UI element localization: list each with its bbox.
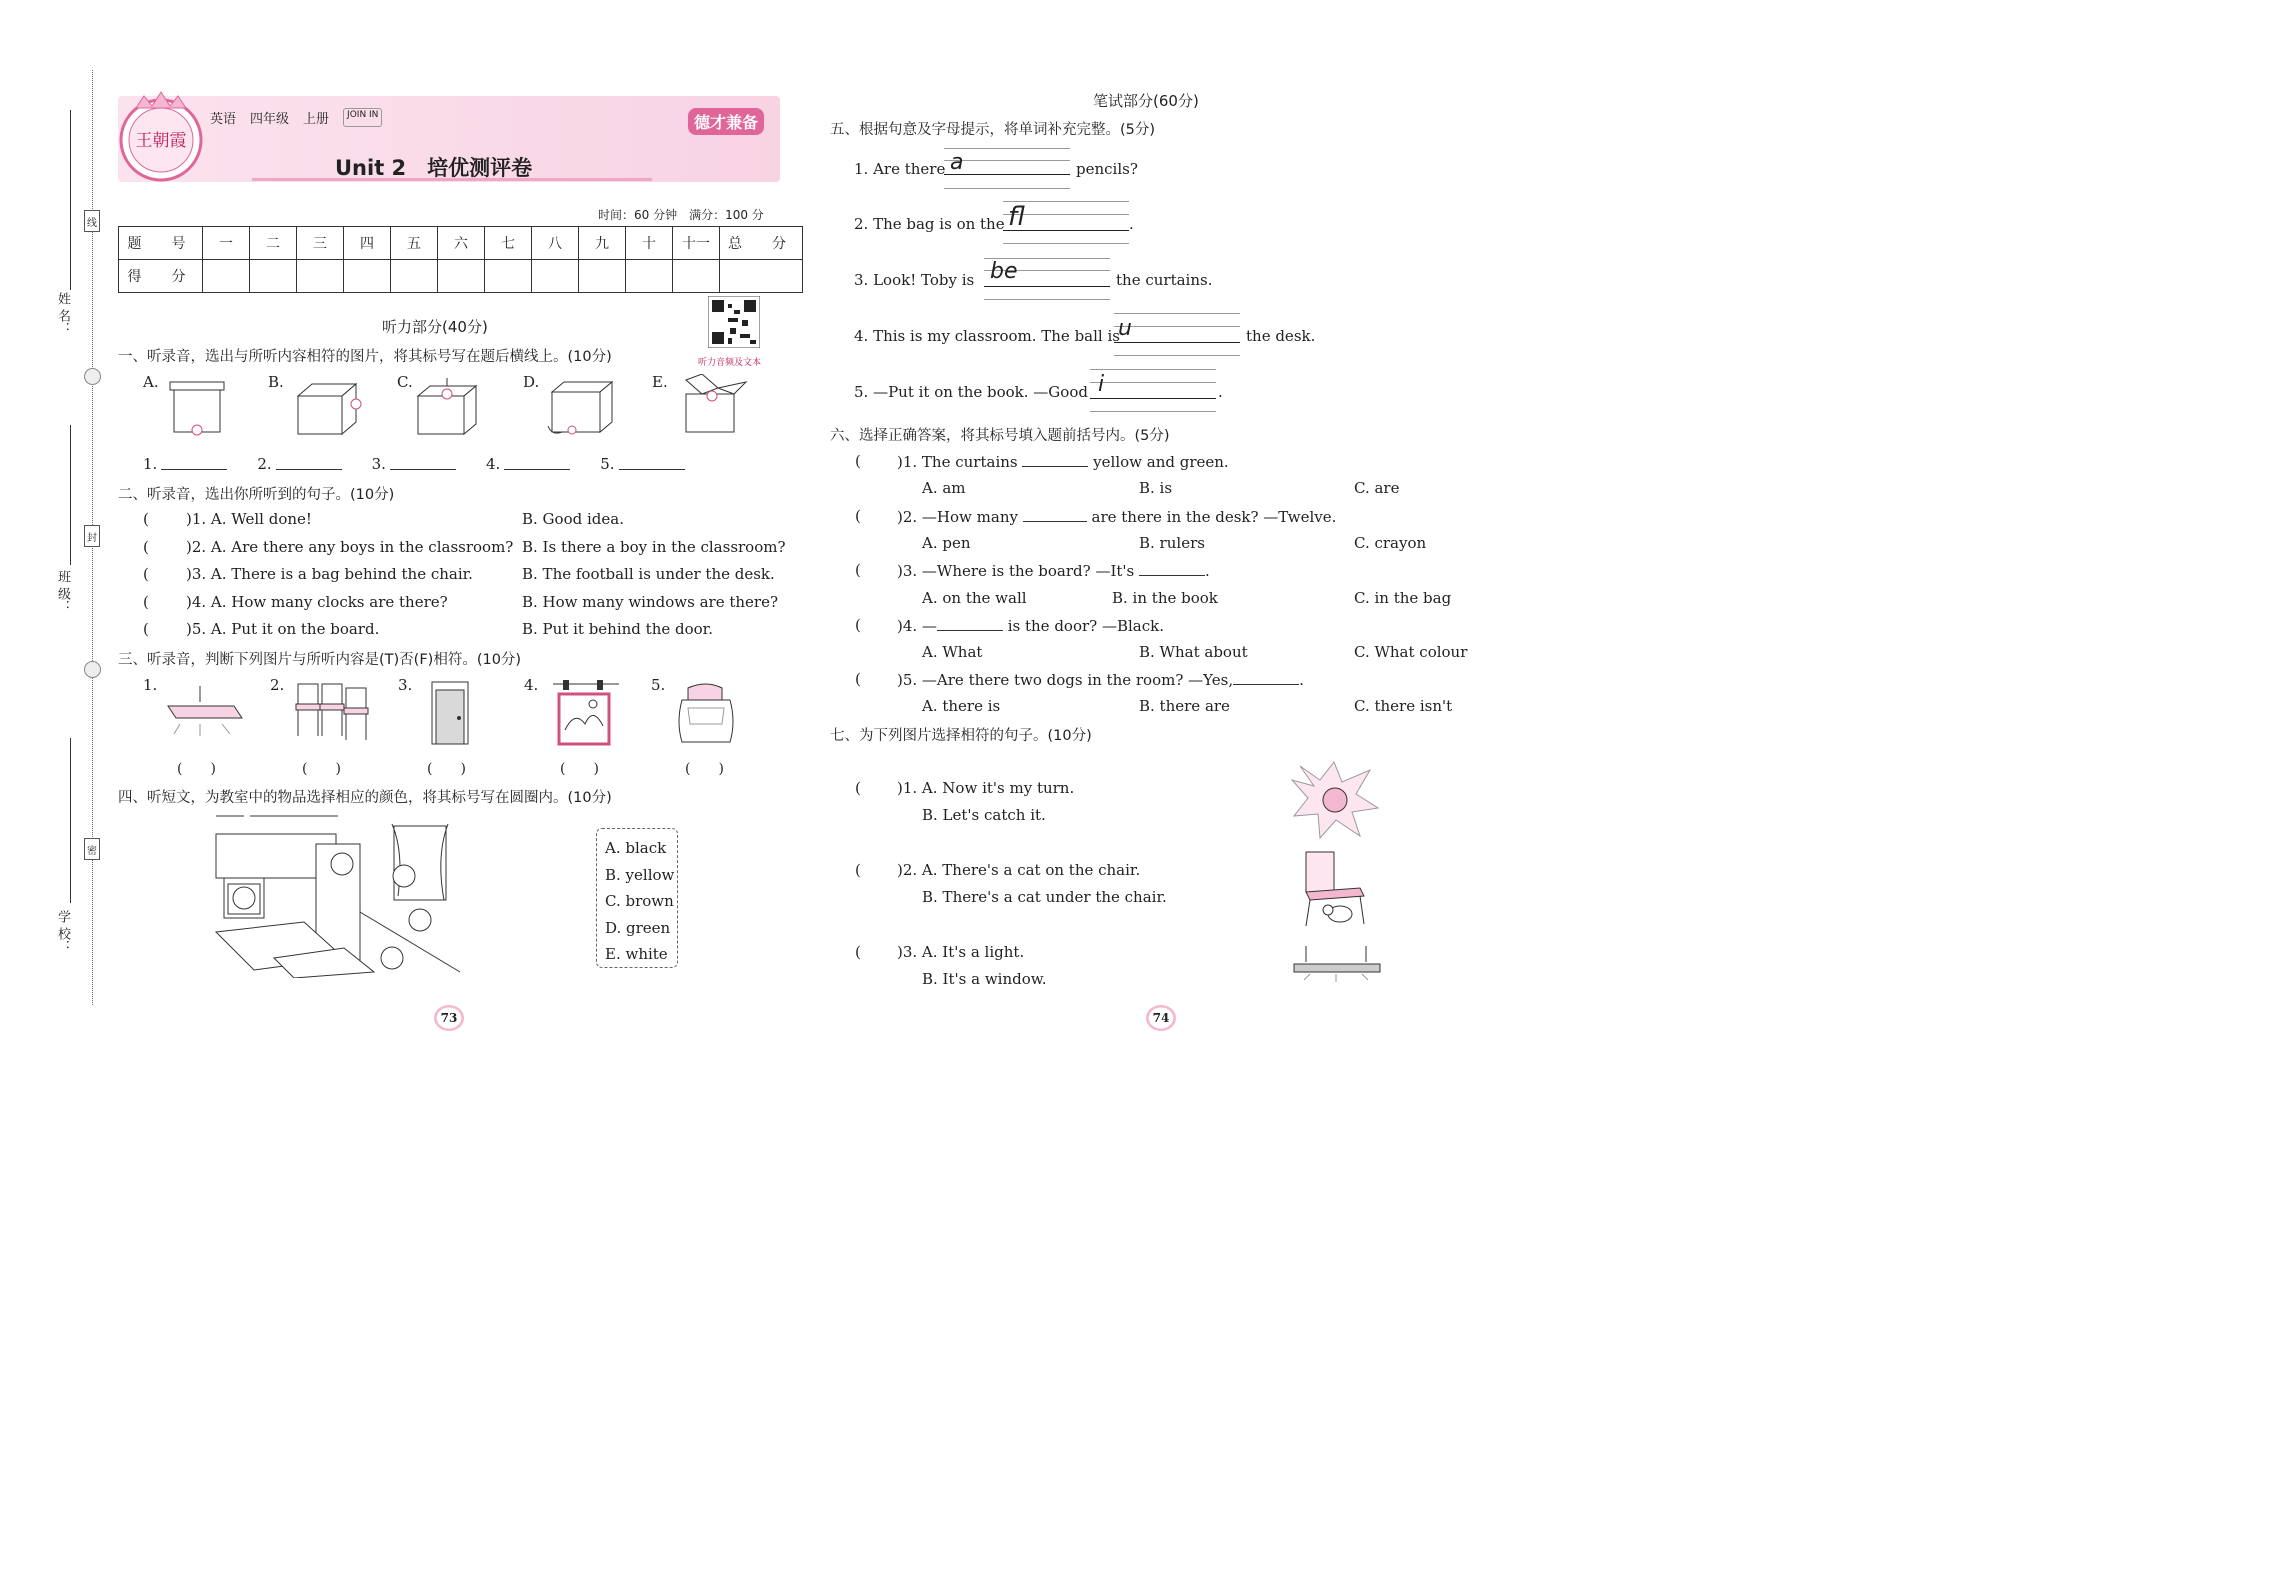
answer-line[interactable] [1090, 398, 1216, 399]
question-text: )2. —How many [897, 508, 1018, 526]
paren-open: ( [143, 620, 149, 638]
s6-option-b: B. What about [1139, 643, 1248, 661]
score-cell[interactable] [250, 260, 297, 293]
school-label: 学 校： [55, 910, 70, 954]
s5-item-text: the desk. [1246, 327, 1316, 345]
color-option: C. brown [605, 892, 674, 910]
pic-number: 4. [524, 676, 539, 694]
blank-number: 1. [143, 455, 158, 473]
score-col: 四 [344, 227, 391, 260]
answer-parens[interactable]: ( ) [685, 761, 724, 777]
pic-number: 1. [143, 676, 158, 694]
score-col: 五 [391, 227, 438, 260]
blank-number: 4. [485, 455, 501, 473]
section-2-title: 二、听录音，选出你所听到的句子。(10分) [118, 487, 395, 503]
answer-parens[interactable]: ( ) [177, 761, 216, 777]
title-underline [252, 178, 652, 181]
score-cell[interactable] [673, 260, 720, 293]
s6-option-c: C. crayon [1354, 534, 1427, 552]
s6-option-b: B. rulers [1139, 534, 1205, 552]
box-with-ball-under-icon [162, 378, 232, 438]
s5-item-text: pencils? [1076, 160, 1138, 178]
s5-item-text: the curtains. [1116, 271, 1213, 289]
s2-option-b: B. Put it behind the door. [522, 620, 713, 638]
letter-hint: fl [1008, 202, 1025, 232]
section-5-title: 五、根据句意及字母提示，将单词补充完整。(5分) [830, 122, 1156, 138]
question-text: yellow and green. [1093, 453, 1229, 471]
s6-option-a: A. on the wall [922, 589, 1027, 607]
paren-open: ( [143, 565, 149, 583]
listening-title: 听力部分(40分) [382, 318, 488, 336]
schoolbag-icon [674, 680, 738, 746]
section-3-title: 三、听录音，判断下列图片与所听内容是(T)否(F)相符。(10分) [118, 652, 522, 668]
header-edition: JOIN IN [343, 108, 382, 127]
s5-item-text: 2. The bag is on the [854, 215, 1005, 233]
paren-open: ( [855, 616, 861, 634]
s6-option-a: A. What [922, 643, 983, 661]
question-text: )5. —Are there two dogs in the room? —Yes, [897, 671, 1234, 689]
class-write-line [70, 425, 71, 565]
question-text: . [1299, 671, 1304, 689]
score-col: 十 [626, 227, 673, 260]
ruled-line [944, 188, 1070, 189]
box-ball-on-top-icon [412, 378, 482, 438]
pic-number: 3. [398, 676, 413, 694]
s6-option-b: B. there are [1139, 697, 1230, 715]
s2-option-b: B. Is there a boy in the classroom? [522, 538, 786, 556]
question-text: are there in the desk? —Twelve. [1091, 508, 1337, 526]
question-text: )4. — [897, 617, 937, 635]
s6-option-c: C. What colour [1354, 643, 1468, 661]
answer-blank[interactable] [276, 455, 342, 470]
question-text: )3. —Where is the board? —It's [897, 562, 1135, 580]
score-col: 七 [485, 227, 532, 260]
header-badge: 德才兼备 [688, 108, 764, 135]
s2-option-b: B. How many windows are there? [522, 593, 778, 611]
answer-blank[interactable] [1139, 561, 1205, 576]
s5-item-text: 4. This is my classroom. The ball is [854, 327, 1120, 345]
s2-option-b: B. Good idea. [522, 510, 624, 528]
option-label: B. [268, 373, 284, 391]
page-number-left: 73 [434, 1005, 464, 1031]
page-number-right: 74 [1146, 1005, 1176, 1031]
light-icon [160, 684, 250, 740]
binding-mark-seal: 封 [84, 525, 100, 547]
ruled-line [984, 299, 1110, 300]
answer-parens[interactable]: ( ) [560, 761, 599, 777]
page-title: Unit 2 培优测评卷 [335, 156, 533, 180]
binding-hole-icon [84, 368, 101, 385]
paren-open: ( [855, 452, 861, 470]
ruled-line [1114, 355, 1240, 356]
score-col: 二 [250, 227, 297, 260]
blank-number: 2. [257, 455, 272, 473]
score-col: 六 [438, 227, 485, 260]
header-grade: 四年级 [250, 112, 290, 127]
s2-option-a: )4. A. How many clocks are there? [186, 593, 448, 611]
score-cell[interactable] [579, 260, 626, 293]
window-picture-icon [553, 680, 619, 746]
option-label: C. [397, 373, 413, 391]
score-table-header: 题 号 [119, 227, 203, 260]
s6-option-a: A. there is [922, 697, 1001, 715]
paren-open: ( [855, 670, 861, 688]
score-row-label: 得 分 [119, 260, 203, 293]
s6-option-b: B. in the book [1112, 589, 1218, 607]
s7-option-b: B. It's a window. [922, 970, 1047, 988]
color-option: D. green [605, 918, 671, 937]
s5-item-text: . [1129, 215, 1134, 233]
s6-option-c: C. in the bag [1354, 589, 1452, 607]
pic-number: 5. [651, 676, 666, 694]
letter-hint: be [990, 259, 1018, 284]
color-options-box [596, 828, 678, 968]
letter-hint: i [1098, 372, 1105, 397]
score-total-header: 总 分 [720, 227, 803, 260]
score-table [118, 226, 803, 293]
color-option: B. yellow [605, 865, 675, 884]
color-option: A. black [605, 839, 667, 857]
brand-logo-icon [116, 90, 206, 186]
qr-code-icon[interactable] [708, 296, 760, 348]
section-7-title: 七、为下列图片选择相符的句子。(10分) [830, 728, 1092, 744]
school-write-line [70, 738, 71, 903]
blank-number: 5. [600, 455, 615, 473]
qr-label: 听力音频及文本 [698, 358, 762, 368]
s2-option-a: )5. A. Put it on the board. [186, 620, 380, 638]
ball-burst-icon [1290, 760, 1380, 840]
s6-question [897, 507, 1336, 526]
time-info: 时间：60 分钟 满分：100 分 [598, 208, 764, 222]
ruled-line [944, 148, 1070, 149]
ruled-line [1090, 411, 1216, 412]
s6-option-a: A. am [922, 479, 966, 497]
question-text: . [1205, 562, 1210, 580]
score-col: 三 [297, 227, 344, 260]
score-col: 八 [532, 227, 579, 260]
score-col: 九 [579, 227, 626, 260]
name-label: 姓 名： [55, 292, 70, 336]
answer-blank[interactable] [504, 455, 570, 470]
s2-option-b: B. The football is under the desk. [522, 565, 775, 583]
paren-open: ( [143, 538, 149, 556]
score-cell[interactable] [720, 260, 803, 293]
s6-option-c: C. there isn't [1354, 697, 1453, 715]
s2-option-a: )1. A. Well done! [186, 510, 312, 528]
s5-item-text: . [1218, 383, 1223, 401]
score-cell[interactable] [391, 260, 438, 293]
s2-option-a: )3. A. There is a bag behind the chair. [186, 565, 473, 583]
ruled-line [1090, 382, 1216, 383]
ruled-line [1114, 313, 1240, 314]
box-ball-behind-icon [542, 378, 617, 438]
door-icon [430, 680, 470, 746]
s6-question [897, 616, 1164, 635]
box-ball-beside-icon [290, 378, 365, 438]
chairs-icon [292, 680, 376, 742]
s6-option-a: A. pen [922, 534, 971, 552]
section-1-blanks [143, 455, 685, 473]
score-cell[interactable] [626, 260, 673, 293]
s6-question [897, 670, 1304, 689]
s6-option-c: C. are [1354, 479, 1400, 497]
question-text: )1. The curtains [897, 453, 1018, 471]
brand-name: 王朝霞 [135, 131, 187, 151]
letter-hint: a [950, 150, 964, 175]
option-label: E. [652, 373, 668, 391]
answer-blank[interactable] [1233, 670, 1299, 685]
score-cell[interactable] [485, 260, 532, 293]
score-cell[interactable] [438, 260, 485, 293]
paren-open: ( [855, 561, 861, 579]
answer-blank[interactable] [1023, 507, 1087, 522]
box-ball-in-icon [672, 374, 750, 436]
s2-option-a: )2. A. Are there any boys in the classroom? [186, 538, 514, 556]
section-4-title: 四、听短文，为教室中的物品选择相应的颜色，将其标号写在圆圈内。(10分) [118, 790, 612, 806]
s6-question [897, 561, 1210, 580]
s5-item-text: 5. —Put it on the book. —Good [854, 383, 1088, 401]
paren-open: ( [143, 510, 149, 528]
s7-option-a: )1. A. Now it's my turn. [897, 779, 1075, 797]
s7-option-b: B. Let's catch it. [922, 806, 1046, 824]
ruled-line [1090, 369, 1216, 370]
letter-hint: u [1118, 316, 1132, 341]
answer-blank[interactable] [937, 616, 1003, 631]
s7-option-a: )3. A. It's a light. [897, 943, 1025, 961]
answer-blank[interactable] [390, 455, 456, 470]
option-label: A. [143, 373, 159, 391]
classroom-scene-icon [214, 812, 462, 978]
score-cell[interactable] [344, 260, 391, 293]
blank-number: 3. [371, 455, 386, 473]
ruled-line [1003, 243, 1129, 244]
answer-blank[interactable] [1022, 452, 1088, 467]
binding-mark-secret: 密 [84, 838, 100, 860]
answer-blank[interactable] [619, 455, 685, 470]
binding-hole-icon [84, 661, 101, 678]
name-write-line [70, 110, 71, 290]
pic-number: 2. [270, 676, 285, 694]
s7-option-a: )2. A. There's a cat on the chair. [897, 861, 1141, 879]
answer-parens[interactable]: ( ) [427, 761, 466, 777]
answer-line[interactable] [984, 286, 1110, 287]
s7-option-b: B. There's a cat under the chair. [922, 888, 1167, 906]
ceiling-light-icon [1290, 944, 1384, 984]
s5-item-text: 1. Are there [854, 160, 946, 178]
score-cell[interactable] [203, 260, 250, 293]
header-subject: 英语 [210, 112, 237, 127]
answer-parens[interactable]: ( ) [302, 761, 341, 777]
s6-question [897, 452, 1229, 471]
score-col: 一 [203, 227, 250, 260]
s5-item-text: 3. Look! Toby is [854, 271, 975, 289]
score-col: 十一 [673, 227, 720, 260]
score-cell[interactable] [532, 260, 579, 293]
section-6-title: 六、选择正确答案，将其标号填入题前括号内。(5分) [830, 428, 1170, 444]
writing-title: 笔试部分(60分) [1093, 92, 1199, 110]
header-volume: 上册 [303, 112, 330, 127]
answer-line[interactable] [1114, 342, 1240, 343]
ruled-line [1114, 326, 1240, 327]
binding-mark-line: 线 [84, 210, 100, 232]
section-1-title: 一、听录音，选出与所听内容相符的图片，将其标号写在题后横线上。(10分) [118, 349, 612, 365]
paren-open: ( [855, 779, 861, 797]
option-label: D. [523, 373, 540, 391]
score-cell[interactable] [297, 260, 344, 293]
s6-option-b: B. is [1139, 479, 1173, 497]
paren-open: ( [855, 861, 861, 879]
paren-open: ( [855, 507, 861, 525]
color-option: E. white [605, 945, 668, 963]
answer-blank[interactable] [161, 455, 227, 470]
paren-open: ( [143, 593, 149, 611]
class-label: 班 级： [55, 570, 70, 614]
paren-open: ( [855, 943, 861, 961]
chair-cat-icon [1300, 848, 1370, 928]
question-text: is the door? —Black. [1007, 617, 1164, 635]
